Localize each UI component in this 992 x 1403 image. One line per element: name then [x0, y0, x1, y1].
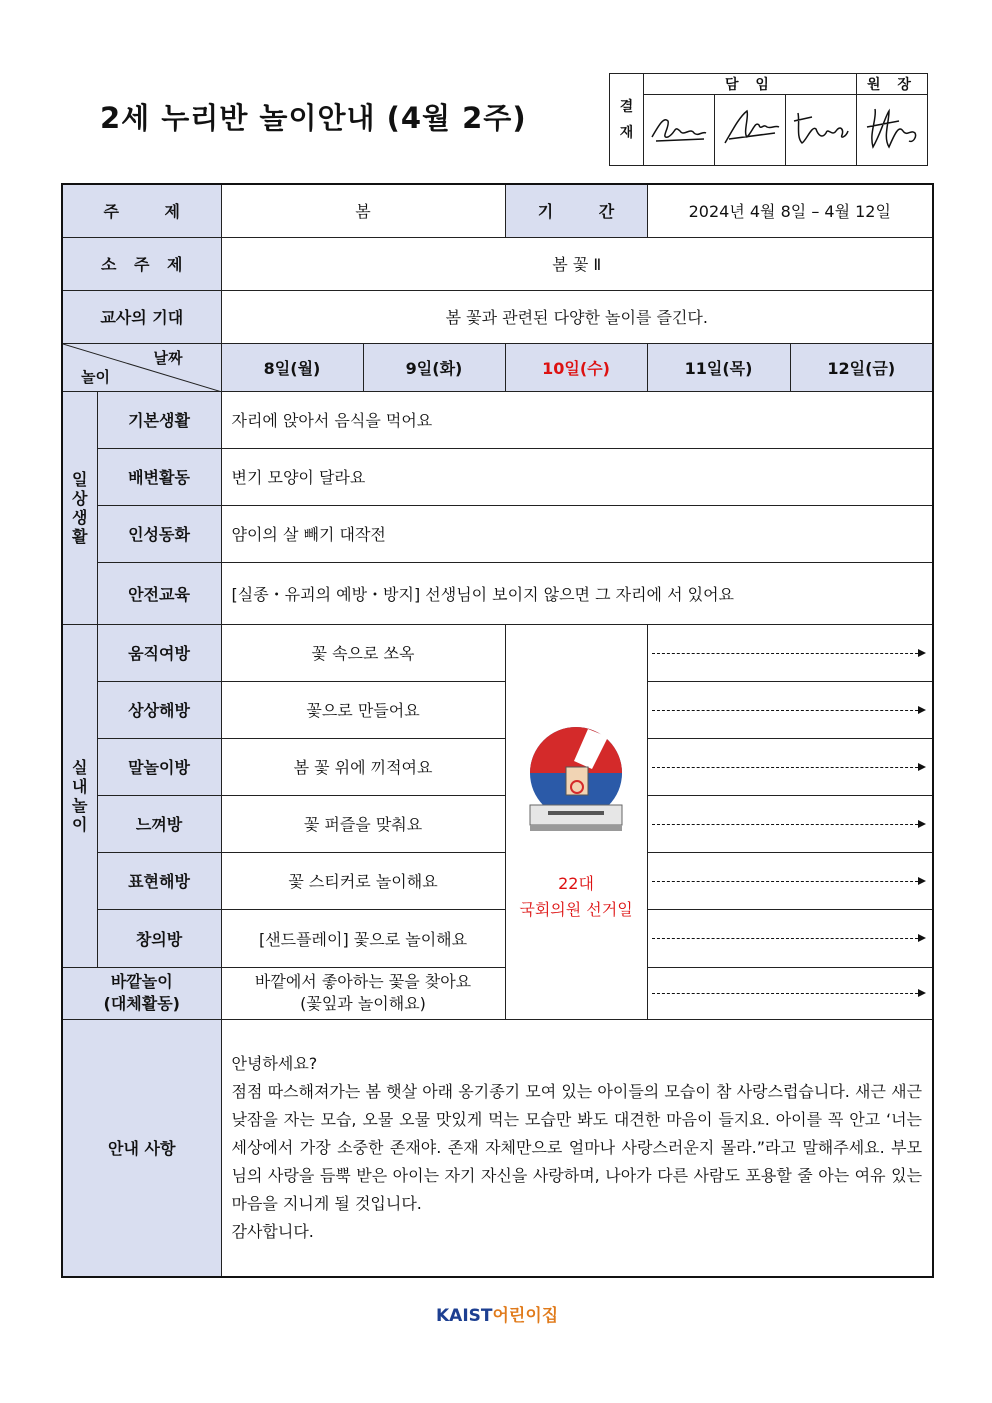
outdoor-text: 바깥에서 좋아하는 꽃을 찾아요 (꽃잎과 놀이해요) [221, 967, 505, 1019]
approval-label: 결 재 [610, 74, 644, 166]
continue-arrow [647, 967, 933, 1019]
indoor-label: 표현해방 [97, 852, 221, 909]
outdoor-label: 바깥놀이 (대체활동) [62, 967, 221, 1019]
kaist-daycare-logo: KAIST어린이집 [436, 1306, 559, 1326]
date-label: 날짜 [153, 348, 183, 367]
principal-header: 원 장 [857, 74, 928, 95]
indoor-text: 꽃으로 만들어요 [221, 681, 505, 738]
indoor-text: 봄 꽃 위에 끼적여요 [221, 738, 505, 795]
day-mon: 8일(월) [221, 343, 363, 391]
period-label: 기 간 [505, 184, 647, 237]
daily-label: 배변활동 [97, 448, 221, 505]
indoor-text: [샌드플레이] 꽃으로 놀이해요 [221, 909, 505, 967]
signature-2 [715, 95, 786, 166]
notice-closing: 감사합니다. [231, 1221, 314, 1241]
play-label: 놀이 [81, 367, 110, 386]
page-title: 2세 누리반 놀이안내 (4월 2주) [100, 101, 527, 135]
plan-table [61, 183, 934, 1278]
period-value: 2024년 4월 8일 – 4월 12일 [647, 184, 933, 237]
continue-arrow [647, 909, 933, 967]
daily-label: 기본생활 [97, 391, 221, 448]
indoor-text: 꽃 속으로 쏘옥 [221, 624, 505, 681]
topic-value: 봄 [221, 184, 505, 237]
indoor-text: 꽃 퍼즐을 맞춰요 [221, 795, 505, 852]
continue-arrow [647, 624, 933, 681]
election-holiday-cell [505, 624, 647, 1019]
day-wed: 10일(수) [505, 343, 647, 391]
continue-arrow [647, 795, 933, 852]
expect-value: 봄 꽃과 관련된 다양한 놀이를 즐긴다. [221, 290, 933, 343]
indoor-text: 꽃 스티커로 놀이해요 [221, 852, 505, 909]
day-tue: 9일(화) [363, 343, 505, 391]
continue-arrow [647, 852, 933, 909]
day-fri: 12일(금) [790, 343, 933, 391]
indoor-label: 느껴방 [97, 795, 221, 852]
signature-1 [644, 95, 715, 166]
subtopic-label: 소 주 제 [62, 237, 221, 290]
homeroom-header: 담 임 [644, 74, 857, 95]
indoor-label: 움직여방 [97, 624, 221, 681]
daily-group-label: 일 상 생 활 [62, 391, 97, 624]
notice-label: 안내 사항 [62, 1019, 221, 1277]
day-thu: 11일(목) [647, 343, 790, 391]
signature-4 [857, 95, 928, 166]
indoor-group-label: 실 내 놀 이 [62, 624, 97, 967]
signature-3 [786, 95, 857, 166]
approval-box [609, 73, 928, 166]
notice-text: 점점 따스해져가는 봄 햇살 아래 옹기종기 모여 있는 아이들의 모습이 참 사랑스럽습니다. 새근 새근 낮잠을 자는 모습, 오물 오물 맛있게 먹는 모습만 봐도 대견한 마음이 들지요. 아이를 꼭 안고 ‘너는 세상에서 가장 소중한 존재야. 존재 자체만으로 얼마나 사랑스러운지 몰라.”라고 말해주세요. 부모님의 사랑을 듬뿍 받은 아이는 자기 자신을 사랑하며, 나아가 다른 사람도 포용할 줄 아는 여유 있는 마음을 지니게 될 것입니다. [231, 1081, 923, 1213]
indoor-label: 말놀이방 [97, 738, 221, 795]
daily-label: 인성동화 [97, 505, 221, 562]
expect-label: 교사의 기대 [62, 290, 221, 343]
notice-greeting: 안녕하세요? [231, 1053, 318, 1073]
continue-arrow [647, 681, 933, 738]
daily-text: [실종・유괴의 예방・방지] 선생님이 보이지 않으면 그 자리에 서 있어요 [221, 562, 933, 624]
notice-body [221, 1019, 933, 1277]
daily-label: 안전교육 [97, 562, 221, 624]
indoor-label: 창의방 [97, 909, 221, 967]
election-vote-icon [526, 725, 626, 835]
continue-arrow [647, 738, 933, 795]
election-holiday-label: 22대 국회의원 선거일 [519, 873, 633, 919]
date-play-header [62, 343, 221, 391]
subtopic-value: 봄 꽃 Ⅱ [221, 237, 933, 290]
daily-text: 자리에 앉아서 음식을 먹어요 [221, 391, 933, 448]
indoor-label: 상상해방 [97, 681, 221, 738]
topic-label: 주 제 [62, 184, 221, 237]
daily-text: 변기 모양이 달라요 [221, 448, 933, 505]
daily-text: 얌이의 살 빼기 대작전 [221, 505, 933, 562]
